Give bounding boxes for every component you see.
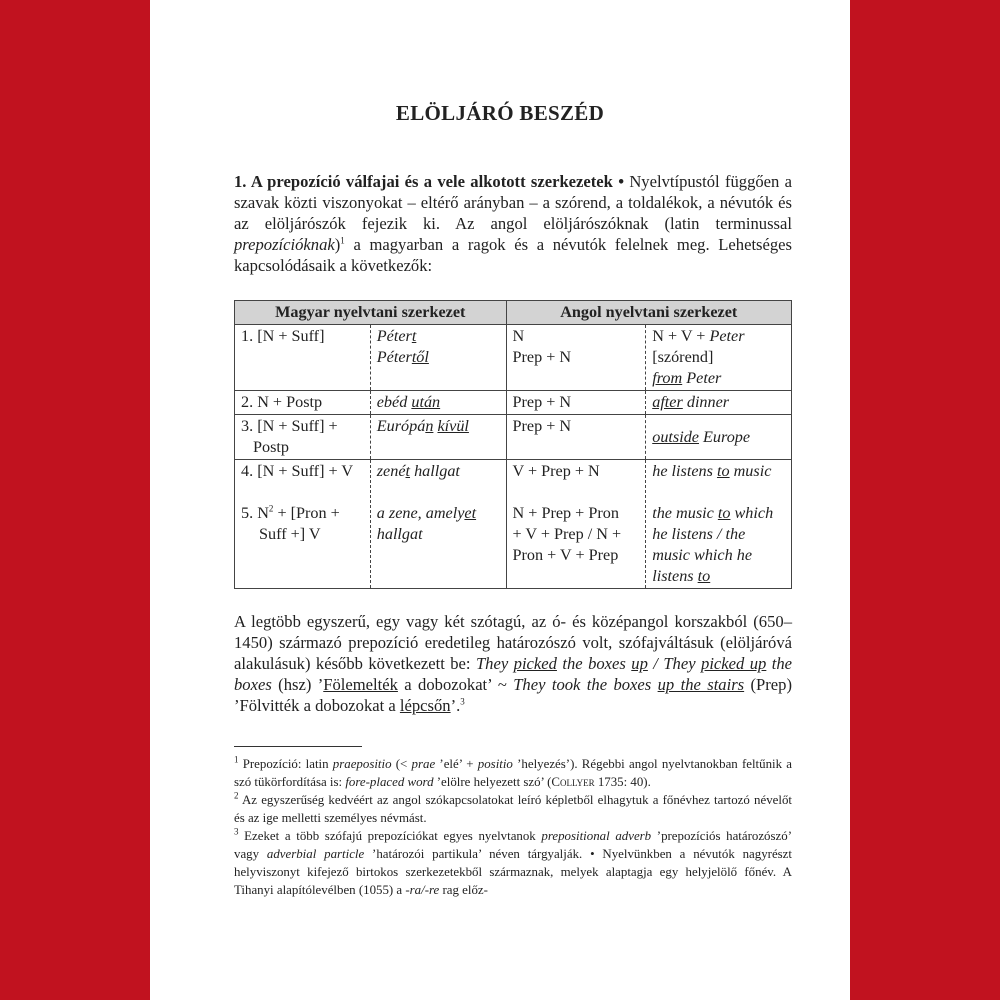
table-row	[235, 391, 792, 415]
footnote-1: $^1$ Prepozíció: latin praepositio (< prae ’elé’ + positio ’helyezés’). Régebbi angol nyelvtanokban feltűnik a szó tükörfordítása is: fore-placed word ’elölre helyezett szó’ (Collyer 1735: 40).	[234, 754, 792, 789]
intro-text-1: Nyelvtípustól függően a szavak közti viszonyokat – eltérő arányban – a szórend, a toldalékok, a névutók és az elöljárószók fejezik ki. Az angol elöljárószóknak (latin terminussal	[234, 172, 792, 233]
section-heading: 1. A prepozíció válfajai és a vele alkotott szerkezetek	[234, 172, 613, 191]
cell-en-example: he listens to music the music to which he listens / the music which he listens to	[646, 460, 792, 589]
table-row	[235, 325, 792, 391]
cell-en-structure: Prep + N	[506, 415, 646, 460]
cell-hu-example: ebéd után	[370, 391, 506, 415]
cell-en-example: after dinner	[646, 391, 792, 415]
book-page	[150, 0, 850, 1000]
page-title: ELÖLJÁRÓ BESZÉD	[395, 101, 605, 125]
intro-paragraph: 1. A prepozíció válfajai és a vele alkotott szerkezetek • Nyelvtípustól függően a szavak közti viszonyokat – eltérő arányban – a szórend, a toldalékok, a névutók és az elöljárószók fejezik ki. Az angol elöljárószóknak (latin terminussal prepozícióknak)$^1$ a magyarban a ragok és a névutók felelnek meg. Lehetséges kapcsolódásaik a következők:	[234, 172, 792, 275]
footnote-ref-1: 1	[340, 235, 345, 246]
cell-hu-structure: 2. N + Postp	[235, 391, 371, 415]
cell-en-structure: Prep + N	[506, 391, 646, 415]
cell-en-structure: N Prep + N	[506, 325, 646, 391]
footnote-2: $^2$ Az egyszerűség kedvéért az angol szókapcsolatokat leíró képletből elhagytuk a főnévhez tartozó névelőt és az ige melletti személyes névmást.	[234, 790, 792, 825]
cell-hu-structure: 3. [N + Suff] + Postp	[235, 415, 371, 460]
footnote-3: $^3$ Ezeket a több szófajú prepozíciókat egyes nyelvtanok prepositional adverb ’prepozíciós határozószó’ vagy adverbial particle ’határozói partikula’ néven tárgyalják. • Nyelvünkben a névutók nagyrészt helyviszonyt kifejező birtokos szerkezetekből származnak, melyek alaptagja egy helyjelölő főnév. A Tihanyi alapítólevélben (1055) a -ra/-re rag előz-	[234, 826, 792, 897]
footnote-ref-3: 3	[460, 696, 465, 707]
cell-hu-example: Európán kívül	[370, 415, 506, 460]
cell-hu-example: zenét hallgat a zene, amelyet hallgat	[370, 460, 506, 589]
bullet: •	[618, 172, 625, 191]
table-row	[235, 415, 792, 460]
header-english: Angol nyelvtani szerkezet	[506, 301, 791, 325]
body-paragraph: A legtöbb egyszerű, egy vagy két szótagú, az ó- és középangol korszakból (650–1450) származó prepozíció eredetileg határozószó volt, szófajváltásuk (elöljáróvá alakulásuk) később következett be: They picked the boxes up / They picked up the boxes (hsz) ’Fölemelték a dobozokat’ ~ They took the boxes up the stairs (Prep) ’Fölvitték a dobozokat a lépcsőn’.$^3$	[234, 612, 793, 715]
cell-hu-structure: 4. [N + Suff] + V 5. $N^2$ + [Pron + Suff +] V	[235, 460, 371, 589]
footnote-divider	[234, 746, 362, 747]
intro-italic: prepozícióknak	[234, 235, 335, 254]
cell-hu-structure: 1. [N + Suff]	[235, 325, 371, 391]
footnotes	[234, 755, 792, 899]
intro-text-2: a magyarban a ragok és a névutók felelnek meg. Lehetséges kapcsolódásaik a következők:	[234, 235, 792, 275]
cell-en-example: outside Europe	[646, 415, 792, 460]
table-row	[235, 460, 792, 589]
comparison-table	[234, 300, 792, 589]
cell-hu-example: Pétert Pétertől	[370, 325, 506, 391]
header-hungarian: Magyar nyelvtani szerkezet	[235, 301, 507, 325]
cell-en-example: N + V + Peter [szórend] from Peter	[646, 325, 792, 391]
cell-en-structure: V + Prep + N N + Prep + Pron + V + Prep / N + Pron + V + Prep	[506, 460, 646, 589]
